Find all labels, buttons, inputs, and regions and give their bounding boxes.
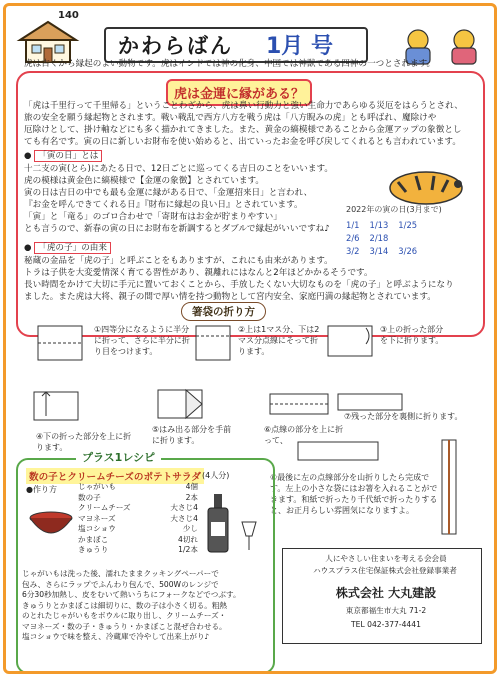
recipe-steps: じゃがいもは洗った後、濡れたままクッキングペーパーで 包み、さらにラップでふんわり包んで、500Wのレンジで 6分30秒加熱し、皮をむいて熱いうちにフォークなどでつぶす。 きゅうりとかまぼこは細切りに、数の子は小さく切る。粗熱 のとれたじゃがいもをボウルに取り出し、クリームチーズ・ マヨネーズ・数の子・きゅうり・かまぼこと混ぜ合わせる。 塩コショウで味を整え、冷蔵庫で冷やして出来上がり♪ [22,569,241,641]
bowl-illustration [28,504,74,544]
calendar-date: 2/6 [346,233,360,243]
fold-step-2: ②上は1マス分、下は2マス分点線にそって折ります。 [238,325,320,356]
tora-day-text: 十二支の寅(とら)にあたる日で、12日ごとに巡ってくる吉日のことをいいます。 虎の模様は黄金色に縞模様で【金運の象徴】とされています。 寅の日は吉日の中でも最も金運に縁がある日で、「金運招来日」と言われ、 『お金を呼んできてくれる日』『財布に縁起の良い日』とされています。 「寅」と「竜る」のゴロ合わせで「寄財布はお金が貯まりやすい」 とも言うので、新春の寅の日にお財布を新調するとダブルで縁起がいいですね♪ [24,164,333,234]
main-heading: 虎は金運に縁がある？ [166,79,312,106]
fold-step-5-diagram [156,386,206,422]
calendar-date: 1/25 [398,220,418,230]
chopstick-bag-illustration [438,438,462,538]
main-paragraph: 「虎は千里行って千里帰る」ということわざから、虎は鼻い行動力と強い生命力であらゆる災厄をはらうとされ、 旅の安全を願う縁起物とされます。戦い戦乱で西方八方を戦う虎は「八方睨みの虎」とも呼ばれ、魔除けや 厄除けとして、掛け軸などにも多く描かれてきました。また、黄金の縞模様であることから金運アップの象徴とし ても有名です。寅の日に新しいお財布を使い始めると、出ていったお金を呼び戻してくれるとも言われています。 [24,101,463,147]
calendar-date: 1/1 [346,220,360,230]
fold-step-8-diagram [296,436,386,466]
company-tel: TEL 042-377-4441 [351,620,421,629]
tora-child-label: ● 「虎の子」の由来 [24,242,111,254]
ingredient-row: じゃがいも 4個 [78,482,198,491]
tora-day-label: ● 「寅の日」とは [24,150,102,162]
ingredient-row: クリームチーズ 大さじ4 [78,503,198,512]
fold-step-6: ⑥点線の部分を上に折って、 [264,425,344,445]
calendar-title: 2022年の寅の日(3月まで) [346,205,442,214]
calendar-date: 1/13 [369,220,389,230]
fold-step-6-diagram [268,390,332,420]
recipe-title: 数の子とクリームチーズのポテトサラダ [26,468,204,484]
ingredient-row: 塩コショウ 少し [78,524,198,533]
ingredient-row: かまぼこ 4切れ [78,534,198,544]
issue-month: 1月 号 [266,34,333,59]
calendar-date: 3/26 [398,246,418,256]
fold-step-1: ①四等分になるように半分に折って、さらに半分に折り目をつけます。 [94,325,190,356]
company-name: 株式会社 大丸建設 [335,586,437,600]
issue-number: 140 [58,10,79,21]
company-license: ハウスプラス住宅保証株式会社登録事業者 [313,566,457,575]
calendar-date: 3/2 [346,246,360,256]
ingredient-row: 数の子 2本 [78,492,198,502]
fold-step-2-diagram [194,324,234,364]
ingredient-row: マヨネーズ 大さじ4 [78,513,198,523]
company-address: 東京都福生市大丸 71-2 [345,606,427,615]
fold-step-8: ⑧最後に左の点線部分を山折りしたら完成です。左上の小さな袋にはお箸を入れることができます。和紙で折ったり千代紙で折ったりすると、お正月らしい雰囲気になりますよ。 [270,473,438,515]
fold-step-4-diagram [32,386,82,426]
intro-text: 虎は古くから縁起のよい動物です。虎はインドでは神の化身、中国では神獣である四神の一つとされます。 [24,59,436,69]
fold-step-3-diagram [326,324,376,364]
calendar-date: 3/14 [369,246,389,256]
wine-bottle-illustration [206,492,262,554]
recipe-serves: (4人分) [202,471,230,480]
tora-child-text: 秘蔵の金品を「虎の子」と呼ぶことをもありますが、これにも由来があります。 トラは子供を大変愛情深く育てる習性があり、親離れにはなんと2年ほどかかるそうです。 長い時間をかけて大切に手元に置いておくことから、手放したくない大切なものを「虎の子」と呼ぶようになり ました。また虎は大将、親子の間で厚い情を持つ動物として宮内安全、家庭円満の縁起物とされています。 [24,256,454,302]
newsletter-title: かわらばん [118,34,233,58]
company-tagline: 人にやさしい住まいを考える会会員 [325,554,447,563]
tora-day-calendar [346,204,476,258]
fold-step-1-diagram [36,324,86,364]
ingredient-row: きゅうり 1/2本 [78,545,198,554]
ingredient-list [78,482,198,556]
fold-step-4: ④下の折った部分を上に折ります。 [36,432,132,452]
calendar-date: 2/18 [369,233,389,243]
newsletter-page [3,3,497,674]
fold-step-5: ⑤はみ出る部分を手前に折ります。 [152,425,232,445]
recipe-section-label: プラス1レシピ [76,449,161,465]
ingredients-label: ●作り方 [26,485,57,494]
fold-step-3: ③上の折った部分を下に折ります。 [380,325,444,345]
folding-heading: 箸袋の折り方 [181,302,266,321]
fold-step-7: ⑦残った部分を裏側に折ります。 [344,412,463,421]
